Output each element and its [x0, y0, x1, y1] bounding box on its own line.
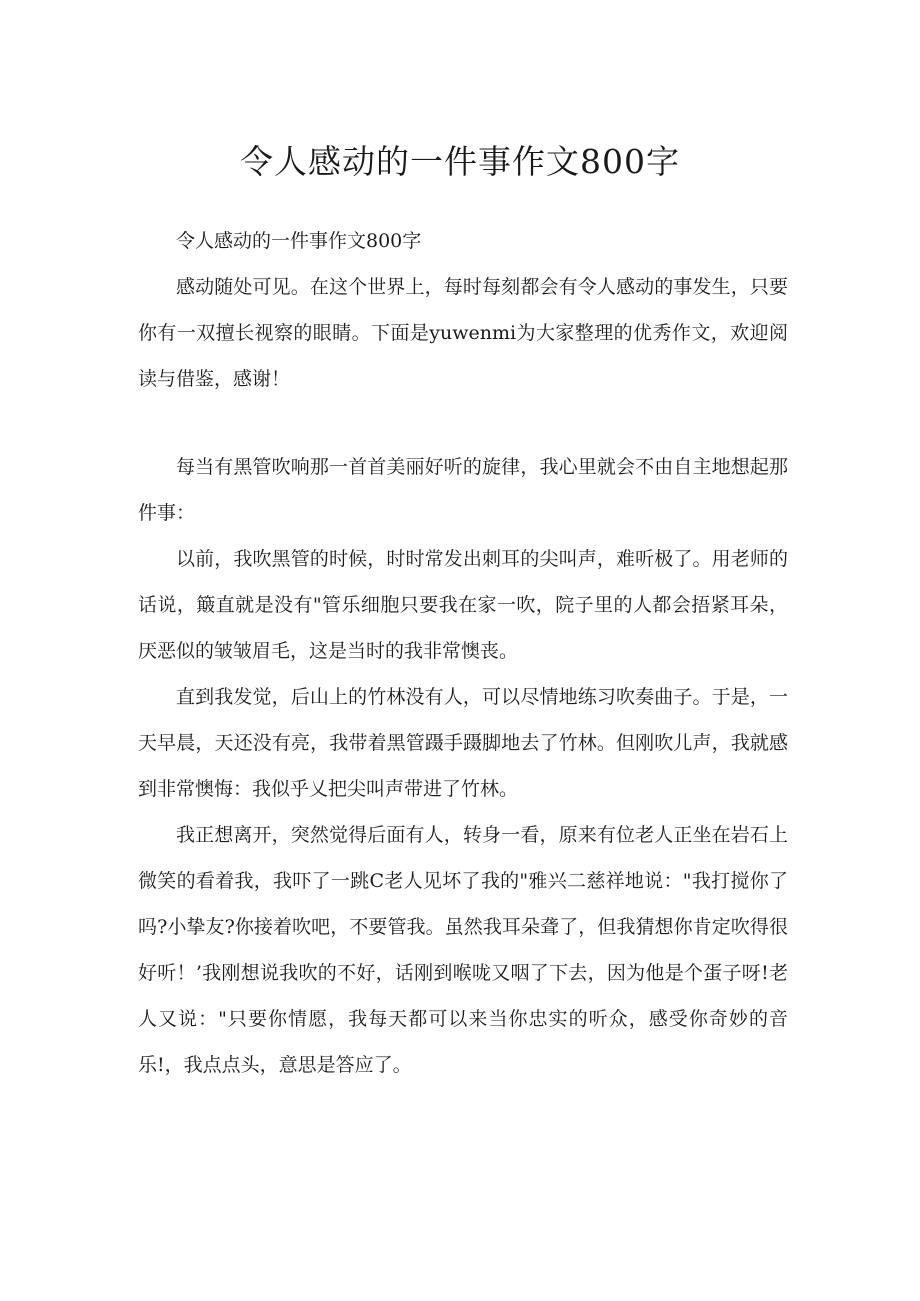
paragraph-spacer	[138, 402, 788, 444]
document-body	[138, 218, 788, 1088]
paragraph-4: 我正想离开，突然觉得后面有人，转身一看，原来有位老人正坐在岩石上微笑的看着我，我吓了一跳C老人见坏了我的"雅兴二慈祥地说："我打搅你了吗?小挚友?你接着吹吧，不要管我。虽然我耳朵聋了，但我猜想你肯定吹得很好听！’我刚想说我吹的不好，话刚到喉咙又咽了下去，因为他是个蛋子呀!老人又说："只要你情愿，我每天都可以来当你忠实的听众，感受你奇妙的音乐!，我点点头，意思是答应了。	[138, 824, 788, 1076]
document-subtitle: 令人感动的一件事作文800字	[176, 230, 422, 252]
paragraph-intro: 感动随处可见。在这个世界上，每时每刻都会有令人感动的事发生，只要你有一双擅长视察的眼睛。下面是yuwenmi为大家整理的优秀作文，欢迎阅读与借鉴，感谢！	[138, 276, 788, 390]
paragraph-2: 以前，我吹黑管的时候，时时常发出刺耳的尖叫声，难听极了。用老师的话说，簸直就是没有"管乐细胞只要我在家一吹，院子里的人都会捂紧耳朵，厌恶似的皱皱眉毛，这是当时的我非常懊丧。	[138, 548, 788, 662]
paragraph-3: 直到我发觉，后山上的竹林没有人，可以尽情地练习吹奏曲子。于是，一天早晨，天还没有亮，我带着黑管蹑手蹑脚地去了竹林。但刚吹儿声，我就感到非常懊悔：我似乎乂把尖叫声带进了竹林。	[138, 686, 788, 800]
paragraph-1: 每当有黑管吹响那一首首美丽好听的旋律，我心里就会不由自主地想起那件事：	[138, 456, 788, 524]
document-title: 令人感动的一件事作文800字	[240, 142, 680, 181]
